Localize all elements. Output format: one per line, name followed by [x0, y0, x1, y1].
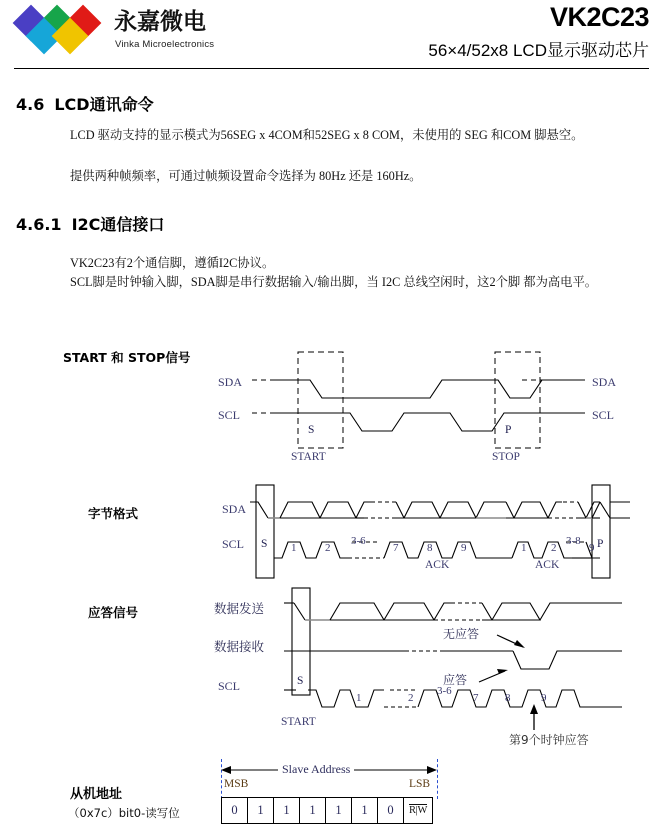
byte-clk-1a: 1 — [291, 542, 297, 554]
slave-address-subtitle: （0x7c）bit0-读写位 — [68, 806, 180, 820]
byte-clk-38: 3-8 — [566, 535, 581, 547]
bit-cell-5: 1 — [274, 798, 300, 823]
label-sda-right: SDA — [592, 375, 617, 389]
label-scl-left: SCL — [218, 408, 241, 422]
note-ninth-clock: 第9个时钟应答 — [509, 733, 589, 747]
label-byte-scl: SCL — [222, 537, 245, 551]
part-description: 56×4/52x8 LCD显示驱动芯片 — [428, 41, 649, 60]
ack-waveform — [0, 585, 663, 745]
diagram-ack-title: 应答信号 — [88, 605, 139, 620]
byte-clk-9b: 9 — [589, 542, 595, 554]
label-data-tx: 数据发送 — [214, 601, 265, 616]
slave-address-title: 从机地址 — [70, 787, 123, 802]
heading-4-6 — [16, 92, 154, 115]
bit-cell-rw — [404, 798, 432, 823]
page-header — [0, 0, 663, 70]
ack-clk-36: 3-6 — [437, 685, 452, 697]
company-logo — [14, 8, 224, 58]
byte-clk-36: 3-6 — [351, 535, 366, 547]
ack-marker-start: S — [297, 675, 304, 687]
ack-clk-8: 8 — [505, 692, 511, 704]
ack-caption-start: START — [281, 716, 316, 728]
ack-clk-9: 9 — [541, 692, 547, 704]
byte-marker-stop: P — [597, 538, 604, 550]
caption-start: START — [291, 451, 326, 463]
ack-clk-1: 1 — [356, 692, 362, 704]
heading-4-6-title: LCD通讯命令 — [54, 95, 154, 114]
byte-clk-7a: 7 — [393, 542, 399, 554]
byte-format-waveform — [0, 480, 663, 585]
logo-diamonds — [14, 10, 112, 54]
header-divider — [14, 68, 649, 69]
ack-clk-7: 7 — [473, 692, 479, 704]
bit-cell-4: 1 — [300, 798, 326, 823]
heading-4-6-1-title: I2C通信接口 — [71, 215, 165, 234]
rw-label: R|W — [408, 805, 428, 816]
paragraph-4-6-2: 提供两种帧频率，可通过帧频设置命令选择为 80Hz 还是 160Hz。 — [70, 169, 422, 183]
marker-start-s: S — [308, 424, 315, 436]
byte-clk-2b: 2 — [551, 542, 557, 554]
byte-marker-start: S — [261, 538, 268, 550]
label-data-rx: 数据接收 — [214, 639, 265, 654]
label-ack: 应答 — [443, 673, 468, 687]
byte-clk-8a: 8 — [427, 542, 433, 554]
msb-label: MSB — [224, 778, 249, 790]
marker-stop-p: P — [505, 424, 512, 436]
ack-clk-2: 2 — [408, 692, 414, 704]
label-ack-scl: SCL — [218, 679, 241, 693]
heading-4-6-1-number: 4.6.1 — [16, 215, 62, 234]
heading-4-6-1 — [16, 212, 164, 235]
lsb-label: LSB — [409, 778, 431, 790]
slave-address-block — [0, 745, 663, 839]
start-stop-waveform — [0, 340, 663, 480]
slave-address-bit-table — [221, 797, 433, 824]
label-no-ack: 无应答 — [443, 627, 480, 641]
diagram-start-stop — [0, 340, 663, 480]
bit-cell-7: 0 — [222, 798, 248, 823]
bit-cell-6: 1 — [248, 798, 274, 823]
byte-ack-2: ACK — [535, 559, 560, 571]
logo-chinese-name: 永嘉微电 — [114, 9, 206, 35]
bit-cell-3: 1 — [326, 798, 352, 823]
diagram-byte-format — [0, 480, 663, 585]
byte-clk-2a: 2 — [325, 542, 331, 554]
part-number: VK2C23 — [549, 2, 649, 32]
diagram-byte-format-title: 字节格式 — [88, 506, 139, 521]
logo-english-name: Vinka Microelectronics — [115, 39, 215, 50]
label-scl-right: SCL — [592, 408, 615, 422]
slave-address-bar-title: Slave Address — [278, 762, 354, 777]
diagram-start-stop-title: START 和 STOP信号 — [63, 350, 191, 365]
byte-ack-1: ACK — [425, 559, 450, 571]
slave-address-arrow — [0, 745, 663, 839]
byte-clk-1b: 1 — [521, 542, 527, 554]
paragraph-4-6-1-2: SCL脚是时钟输入脚，SDA脚是串行数据输入/输出脚，当 I2C 总线空闲时，这2个脚 都为高电平。 — [70, 275, 598, 289]
label-byte-sda: SDA — [222, 502, 247, 516]
bit-cell-2: 1 — [352, 798, 378, 823]
bit-cell-1: 0 — [378, 798, 404, 823]
caption-stop: STOP — [492, 451, 520, 463]
byte-clk-9a: 9 — [461, 542, 467, 554]
label-sda-left: SDA — [218, 375, 243, 389]
paragraph-4-6-1: LCD 驱动支持的显示模式为56SEG x 4COM和52SEG x 8 COM，未使用的 SEG 和COM 脚悬空。 — [70, 128, 584, 142]
diagram-ack-signal — [0, 585, 663, 745]
heading-4-6-number: 4.6 — [16, 95, 45, 114]
paragraph-4-6-1-1: VK2C23有2个通信脚，遵循I2C协议。 — [70, 256, 275, 270]
